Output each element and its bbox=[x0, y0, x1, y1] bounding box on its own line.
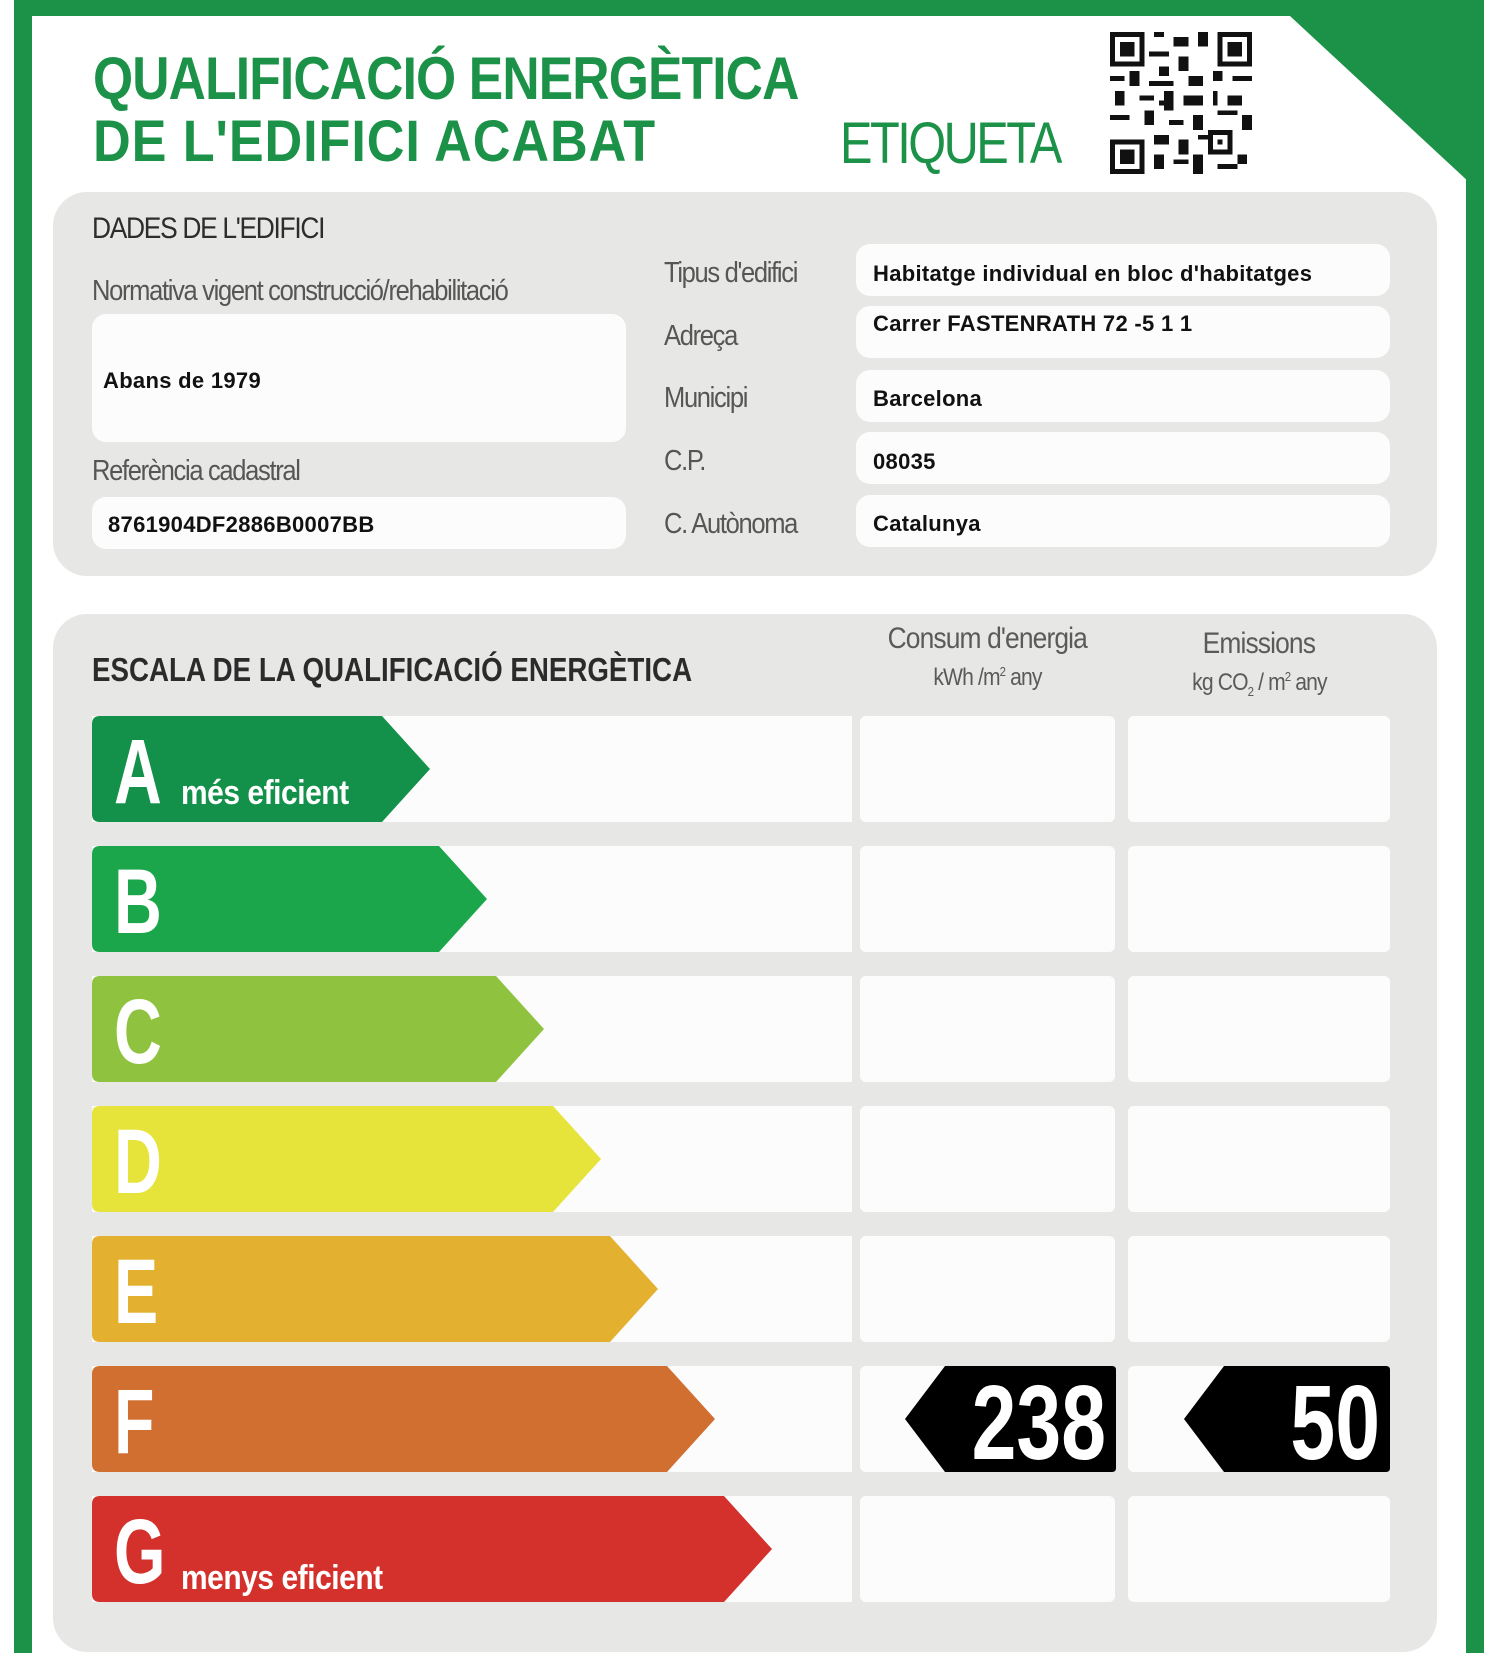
energy-cell-e bbox=[860, 1236, 1115, 1342]
energy-cell-a bbox=[860, 716, 1115, 822]
emissions-cell-d bbox=[1128, 1106, 1390, 1212]
emissions-cell-a bbox=[1128, 716, 1390, 822]
scale-heading: ESCALA DE LA QUALIFICACIÓ ENERGÈTICA bbox=[92, 651, 693, 688]
emissions-cell-b bbox=[1128, 846, 1390, 952]
energy-cell-c bbox=[860, 976, 1115, 1082]
field-box-cp bbox=[856, 432, 1390, 484]
energy-column-unit: kWh $/m^2$ any bbox=[933, 664, 1042, 691]
emissions-column-header bbox=[1128, 627, 1390, 699]
field-label-tipus: Tipus d'edifici bbox=[664, 257, 798, 289]
band-letter-d: D bbox=[114, 1111, 162, 1213]
field-label-municipi: Municipi bbox=[664, 382, 748, 414]
band-arrow-d bbox=[92, 1106, 603, 1212]
energy-cell-d bbox=[860, 1106, 1115, 1212]
field-label-adreca: Adreça bbox=[664, 320, 737, 352]
field-value-adreca: Carrer FASTENRATH 72 -5 1 1 bbox=[873, 311, 1193, 336]
field-label-comunitat: C. Autònoma bbox=[664, 508, 798, 540]
title-line-1: QUALIFICACIÓ ENERGÈTICA bbox=[93, 45, 799, 112]
energy-column-title: Consum d'energia bbox=[887, 622, 1088, 655]
field-value-municipi: Barcelona bbox=[873, 386, 983, 411]
energy-column-header bbox=[860, 622, 1115, 692]
emissions-cell-e bbox=[1128, 1236, 1390, 1342]
emissions-cell-c bbox=[1128, 976, 1390, 1082]
emissions-rating-value: 50 bbox=[1290, 1364, 1380, 1482]
border-right bbox=[1466, 0, 1484, 1653]
band-arrow-e bbox=[92, 1236, 660, 1342]
band-note-a: més eficient bbox=[181, 774, 349, 812]
band-letter-f: F bbox=[114, 1371, 155, 1473]
band-letter-a: A bbox=[114, 721, 162, 823]
emissions-column-title: Emissions bbox=[1202, 627, 1316, 660]
band-letter-c: C bbox=[114, 981, 162, 1083]
band-letter-b: B bbox=[114, 851, 162, 953]
field-value-tipus: Habitatge individual en bloc d'habitatges bbox=[873, 261, 1313, 286]
cadastral-value: 8761904DF2886B0007BB bbox=[108, 512, 375, 537]
normativa-label: Normativa vigent construcció/rehabilitació bbox=[92, 275, 508, 307]
field-value-cp: 08035 bbox=[873, 449, 936, 474]
cadastral-label: Referència cadastral bbox=[92, 455, 300, 487]
energy-cell-g bbox=[860, 1496, 1115, 1602]
emissions-column-unit: kg $CO_2 / m^2$ any bbox=[1191, 669, 1327, 699]
emissions-cell-g bbox=[1128, 1496, 1390, 1602]
band-letter-e: E bbox=[114, 1241, 159, 1343]
etiqueta-label: ETIQUETA bbox=[840, 111, 1060, 176]
energy-rating-value: 238 bbox=[971, 1364, 1106, 1482]
normativa-value: Abans de 1979 bbox=[103, 368, 261, 393]
band-arrow-f bbox=[92, 1366, 717, 1472]
field-value-comunitat: Catalunya bbox=[873, 511, 981, 536]
band-note-g: menys eficient bbox=[181, 1559, 383, 1597]
border-left bbox=[14, 0, 32, 1653]
field-label-cp: C.P. bbox=[664, 445, 706, 477]
building-data-heading: DADES DE L'EDIFICI bbox=[92, 212, 325, 245]
energy-cell-b bbox=[860, 846, 1115, 952]
qr-code-icon bbox=[1110, 32, 1252, 174]
band-letter-g: G bbox=[114, 1501, 166, 1603]
title-line-2: DE L'EDIFICI ACABAT bbox=[93, 109, 657, 174]
